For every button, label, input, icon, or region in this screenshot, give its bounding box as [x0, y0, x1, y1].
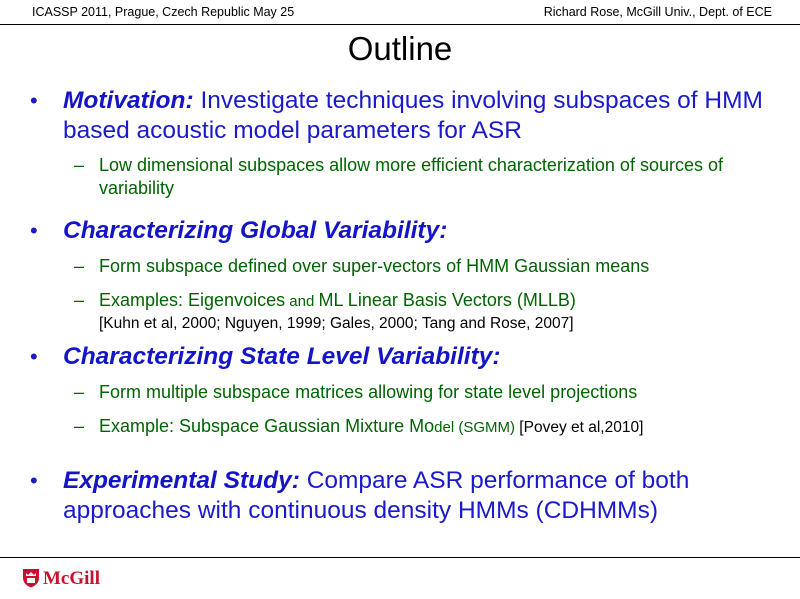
slide-header	[0, 0, 800, 24]
mcgill-wordmark: McGill	[43, 568, 100, 589]
dash-marker: –	[74, 382, 85, 402]
header-conference: ICASSP 2011, Prague, Czech Republic May 25	[32, 5, 295, 19]
sub-bullet-text: Low dimensional subspaces allow more efficient characterization of sources of variability	[99, 155, 723, 198]
reference-citation: [Povey et al,2010]	[515, 419, 644, 436]
sub-text-part: Examples: Eigenvoices	[99, 290, 286, 310]
bullet-label: Characterizing Global Variability:	[63, 217, 448, 244]
bullet-label: Motivation:	[63, 87, 194, 114]
dash-marker: –	[74, 290, 85, 310]
bullet-body: Compare ASR performance of both approaches with continuous density HMMs (CDHMMs)	[63, 467, 690, 524]
header-divider	[0, 24, 800, 25]
sub-bullet-text	[99, 415, 794, 439]
bullet-text	[63, 216, 783, 246]
slide-title: Outline	[347, 30, 453, 67]
bullet-text	[63, 342, 783, 372]
dash-marker: –	[74, 155, 85, 175]
mcgill-logo	[22, 566, 132, 590]
sub-text-part: and	[285, 293, 319, 310]
bullet-text	[63, 86, 783, 146]
dash-marker: –	[74, 256, 85, 276]
bullet-label: Characterizing State Level Variability:	[63, 343, 501, 370]
bullet-marker: •	[30, 88, 38, 113]
sub-text-part: Example: Subspace Gaussian Mixture Mo	[99, 416, 435, 436]
header-author: Richard Rose, McGill Univ., Dept. of ECE	[543, 5, 772, 19]
bullet-label: Experimental Study:	[63, 467, 300, 494]
reference-citation: [Kuhn et al, 2000; Nguyen, 1999; Gales, 2000; Tang and Rose, 2007]	[99, 315, 574, 332]
sub-bullet-text: Form subspace defined over super-vectors of HMM Gaussian means	[99, 256, 650, 276]
footer-divider	[0, 557, 800, 558]
bullet-body: Investigate techniques involving subspaces of HMM based acoustic model parameters for ASR	[63, 87, 763, 144]
sub-text-part: del (SGMM)	[434, 419, 515, 436]
mcgill-shield-icon	[22, 568, 40, 588]
sub-text-part: ML Linear Basis Vectors (MLLB)	[318, 290, 576, 310]
dash-marker: –	[74, 416, 85, 436]
sub-bullet-text: Form multiple subspace matrices allowing for state level projections	[99, 382, 638, 402]
bullet-marker: •	[30, 468, 38, 493]
bullet-marker: •	[30, 344, 38, 369]
bullet-text	[63, 466, 783, 526]
sub-bullet-text	[99, 289, 794, 313]
bullet-marker: •	[30, 218, 38, 243]
